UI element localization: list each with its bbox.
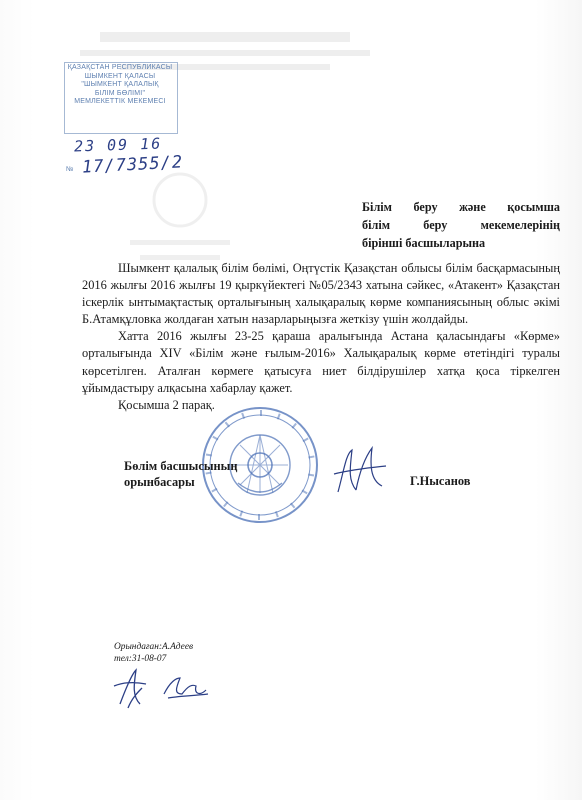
signatory-title	[124, 458, 237, 490]
body-paragraph: Хатта 2016 жылғы 23-25 қараша аралығында Астана қаласындағы «Көрме» орталығында XIV «Білім және ғылым-2016» Халықаралық көрме өтетіндігі туралы көрсетілген. Аталған көрмеге қатысуға ниет білдірушілер хатқа қоса тіркелген ұйымдастыру алқасына хабарлау қажет.	[82, 329, 560, 395]
signatory-title-line: орынбасары	[124, 475, 195, 489]
handwritten-signature	[330, 440, 390, 500]
stamp-line: ШЫМКЕНТ ҚАЛАСЫ	[84, 72, 156, 80]
executor-phone: тел:31-08-07	[114, 654, 167, 664]
stamp-line: "ШЫМКЕНТ ҚАЛАЛЫҚ	[81, 81, 159, 89]
executor-name: Орындаған:А.Адеев	[114, 642, 194, 652]
registration-date: 23 09 16	[73, 134, 163, 156]
stamp-line: МЕМЛЕКЕТТІК МЕКЕМЕСІ	[74, 98, 166, 106]
handwritten-initials	[112, 664, 222, 712]
registration-number-prefix: №	[66, 166, 74, 173]
addressee-line: білім беру мекемелерінің	[362, 218, 560, 232]
attachment-note: Қосымша 2 парақ.	[118, 397, 215, 412]
addressee-line: бірінші басшыларына	[362, 236, 486, 250]
signatory-title-line: Бөлім басшысының	[124, 459, 238, 473]
stamp-line: ҚАЗАҚСТАН РЕСПУБЛИКАСЫ	[67, 64, 173, 71]
stamp-line: БІЛІМ БӨЛІМІ"	[94, 89, 146, 97]
addressee-block	[362, 198, 560, 252]
addressee-line: Білім беру және қосымша	[362, 200, 560, 214]
registration-number: 17/7355/2	[81, 152, 184, 178]
body-paragraph: Шымкент қалалық білім бөлімі, Оңтүстік Қазақстан облысы білім басқармасының 2016 жылғы 2016 жылғы 19 қыркүйектегі №05/2343 хатына сәйкес, «Атакент» Қазақстан іскерлік ынтымақтастық орталығының халықаралық көрме компаниясының облыс әкімі Б.Атамқұловка жолдаған хатын назарларыңызға жеткізу үшін жолдайды.	[82, 261, 560, 327]
letter-body	[82, 260, 560, 414]
stamp-frame	[64, 62, 178, 134]
signatory-name: Г.Нысанов	[410, 474, 471, 488]
executor-block	[114, 641, 193, 665]
